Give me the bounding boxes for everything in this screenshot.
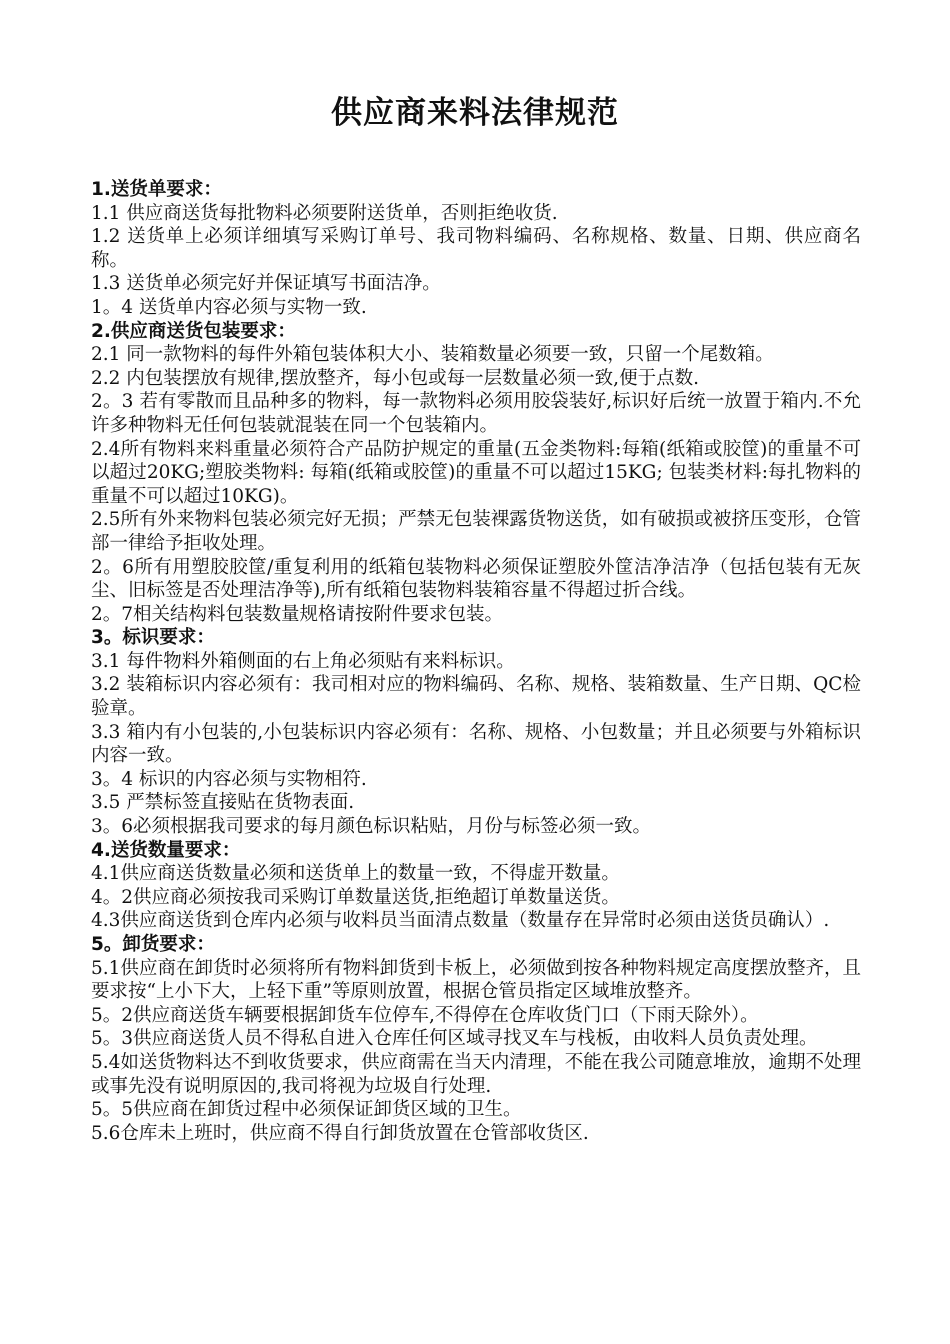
clause-1-4: 1。4 送货单内容必须与实物一致. <box>91 296 367 318</box>
clause-2-4: 2.4所有物料来料重量必须符合产品防护规定的重量(五金类物料:每箱(纸箱或胶筐)的重量不可以超过20KG;塑胶类物料: 每箱(纸箱或胶筐)的重量不可以超过15KG; 包装类材料:每扎物料的重量不可以超过10KG)。 <box>91 438 861 507</box>
section-quantity <box>91 839 861 933</box>
clause-2-6: 2。6所有用塑胶胶筐/重复利用的纸箱包装物料必须保证塑胶外筐洁净洁净（包括包装有无灰尘、旧标签是否处理洁净等),所有纸箱包装物料装箱容量不得超过折合线。 <box>91 556 861 602</box>
clause-1-2: 1.2 送货单上必须详细填写采购订单号、我司物料编码、名称规格、数量、日期、供应商名称。 <box>91 226 861 271</box>
section-heading: 4.送货数量要求： <box>91 839 241 861</box>
clause-2-5: 2.5所有外来物料包装必须完好无损；严禁无包装裸露货物送货，如有破损或被挤压变形，仓管部一律给予拒收处理。 <box>91 509 861 554</box>
section-unloading <box>91 933 861 1145</box>
clause-1-1: 1.1 供应商送货每批物料必须要附送货单，否则拒绝收货. <box>91 202 558 224</box>
clause-5-6: 5.6仓库未上班时，供应商不得自行卸货放置在仓管部收货区. <box>91 1122 589 1144</box>
section-heading: 1.送货单要求： <box>91 179 222 200</box>
clause-3-4: 3。4 标识的内容必须与实物相符. <box>91 768 367 790</box>
clause-5-2: 5。2供应商送货车辆要根据卸货车位停车,不得停在仓库收货门口（下雨天除外）。 <box>91 1004 759 1026</box>
section-delivery-note <box>91 178 861 320</box>
clause-5-3: 5。3供应商送货人员不得私自进入仓库任何区域寻找叉车与栈板，由收料人员负责处理。 <box>91 1028 818 1050</box>
section-labeling <box>91 626 861 838</box>
section-heading: 3。标识要求： <box>91 627 215 649</box>
clause-3-6: 3。6必须根据我司要求的每月颜色标识粘贴，月份与标签必须一致。 <box>91 816 652 838</box>
clause-3-1: 3.1 每件物料外箱侧面的右上角必须贴有来料标识。 <box>91 650 515 672</box>
section-heading: 2.供应商送货包装要求： <box>91 320 296 342</box>
clause-5-4: 5.4如送货物料达不到收货要求，供应商需在当天内清理，不能在我公司随意堆放，逾期不处理或事先没有说明原因的,我司将视为垃圾自行处理. <box>91 1051 861 1097</box>
section-packaging <box>91 320 861 627</box>
clause-2-7: 2。7相关结构料包装数量规格请按附件要求包装。 <box>91 603 504 625</box>
clause-5-1: 5.1供应商在卸货时必须将所有物料卸货到卡板上，必须做到按各种物料规定高度摆放整齐，且要求按“上小下大，上轻下重”等原则放置，根据仓管员指定区域堆放整齐。 <box>91 957 861 1003</box>
clause-4-1: 4.1供应商送货数量必须和送货单上的数量一致，不得虚开数量。 <box>91 863 620 885</box>
clause-3-2: 3.2 装箱标识内容必须有：我司相对应的物料编码、名称、规格、装箱数量、生产日期、QC检验章。 <box>91 674 861 720</box>
clause-3-5: 3.5 严禁标签直接贴在货物表面. <box>91 792 355 814</box>
clause-5-5: 5。5供应商在卸货过程中必须保证卸货区域的卫生。 <box>91 1099 522 1121</box>
clause-3-3: 3.3 箱内有小包装的,小包装标识内容必须有：名称、规格、小包数量；并且必须要与外箱标识内容一致。 <box>91 721 861 767</box>
section-heading: 5。卸货要求： <box>91 934 215 955</box>
document-title: 供应商来料法律规范 <box>331 95 619 131</box>
clause-4-3: 4.3供应商送货到仓库内必须与收料员当面清点数量（数量存在异常时必须由送货员确认）. <box>91 910 830 932</box>
clause-2-2: 2.2 内包装摆放有规律,摆放整齐，每小包或每一层数量必须一致,便于点数. <box>91 367 699 389</box>
clause-2-3: 2。3 若有零散而且品种多的物料，每一款物料必须用胶袋装好,标识好后统一放置于箱内.不允许多种物料无任何包装就混装在同一个包装箱内。 <box>91 391 861 436</box>
clause-4-2: 4。2供应商必须按我司采购订单数量送货,拒绝超订单数量送货。 <box>91 886 620 908</box>
clause-2-1: 2.1 同一款物料的每件外箱包装体积大小、装箱数量必须要一致，只留一个尾数箱。 <box>91 344 774 366</box>
document-body <box>91 178 861 1145</box>
clause-1-3: 1.3 送货单必须完好并保证填写书面洁净。 <box>91 273 441 295</box>
